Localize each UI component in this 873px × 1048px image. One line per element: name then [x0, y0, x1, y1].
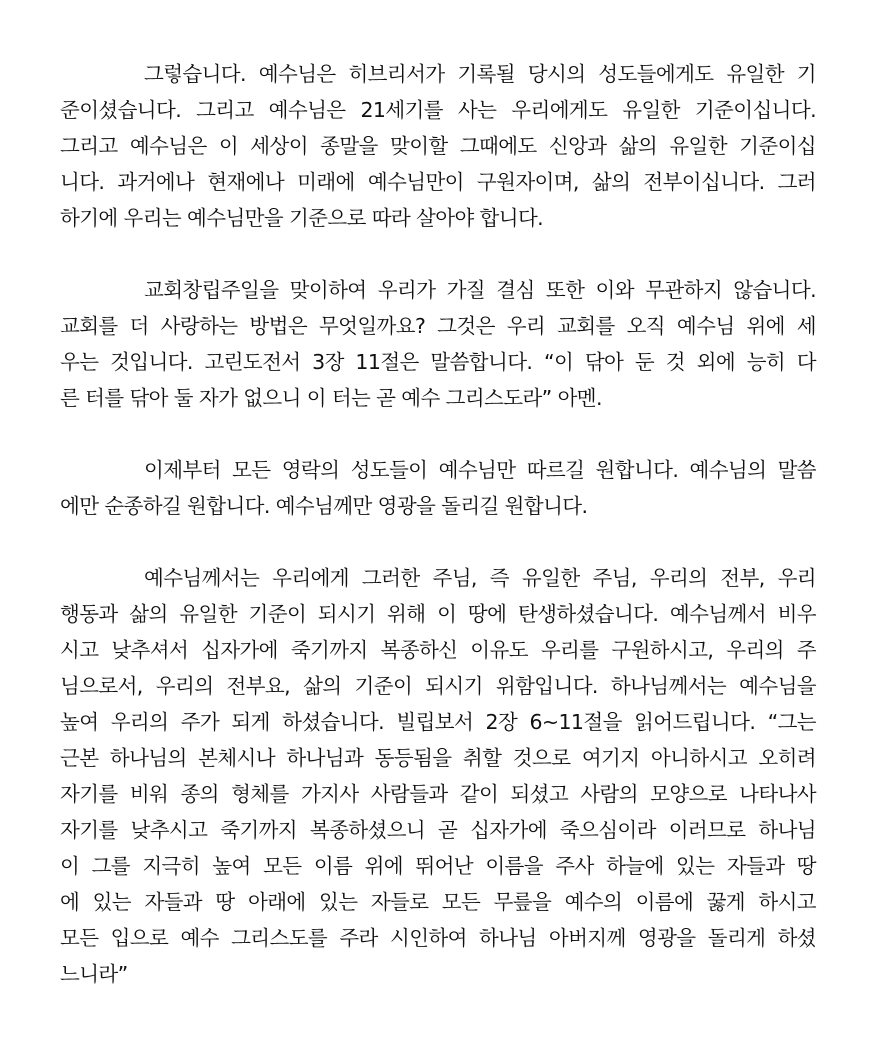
text-line: 이제부터 모든 영락의 성도들이 예수님만 따르길 원합니다. 예수님의 말씀 — [144, 458, 816, 482]
text-line: 그리고 예수님은 이 세상이 종말을 맞이할 그때에도 신앙과 삶의 유일한 기준이십 — [60, 134, 816, 158]
text-line: 교회를 더 사랑하는 방법은 무엇일까요? 그것은 우리 교회를 오직 예수님 위에 세 — [60, 314, 816, 338]
text-line: 근본 하나님의 본체시나 하나님과 동등됨을 취할 것으로 여기지 아니하시고 오히려 — [60, 746, 816, 770]
text-line: 느니라” — [60, 962, 128, 986]
text-line: 예수님께서는 우리에게 그러한 주님, 즉 유일한 주님, 우리의 전부, 우리 — [144, 566, 816, 590]
text-line: 높여 우리의 주가 되게 하셨습니다. 빌립보서 2장 6~11절을 읽어드립니다. “그는 — [60, 710, 816, 734]
text-line: 우는 것입니다. 고린도전서 3장 11절은 말씀합니다. “이 닦아 둔 것 외에 능히 다 — [60, 350, 816, 374]
text-line: 이 그를 지극히 높여 모든 이름 위에 뛰어난 이름을 주사 하늘에 있는 자들과 땅 — [60, 854, 816, 878]
text-line: 시고 낮추셔서 십자가에 죽기까지 복종하신 이유도 우리를 구원하시고, 우리의 주 — [60, 638, 816, 662]
text-line: 그렇습니다. 예수님은 히브리서가 기록될 당시의 성도들에게도 유일한 기 — [144, 62, 816, 86]
text-line: 교회창립주일을 맞이하여 우리가 가질 결심 또한 이와 무관하지 않습니다. — [144, 278, 816, 302]
text-line: 님으로서, 우리의 전부요, 삶의 기준이 되시기 위함입니다. 하나님께서는 예수님을 — [60, 674, 816, 698]
paragraph-4 — [60, 560, 816, 992]
text-line: 니다. 과거에나 현재에나 미래에 예수님만이 구원자이며, 삶의 전부이십니다. 그러 — [60, 170, 816, 194]
text-line: 하기에 우리는 예수님만을 기준으로 따라 살아야 합니다. — [60, 206, 544, 230]
paragraph-2 — [60, 272, 816, 416]
text-line: 자기를 낮추시고 죽기까지 복종하셨으니 곧 십자가에 죽으심이라 이러므로 하나님 — [60, 818, 816, 842]
text-line: 행동과 삶의 유일한 기준이 되시기 위해 이 땅에 탄생하셨습니다. 예수님께서 비우 — [60, 602, 816, 626]
text-line: 에 있는 자들과 땅 아래에 있는 자들로 모든 무릎을 예수의 이름에 꿇게 하시고 — [60, 890, 816, 914]
text-line: 자기를 비워 종의 형체를 가지사 사람들과 같이 되셨고 사람의 모양으로 나타나사 — [60, 782, 816, 806]
paragraph-3 — [60, 452, 816, 524]
text-line: 에만 순종하길 원합니다. 예수님께만 영광을 돌리길 원합니다. — [60, 494, 588, 518]
text-line: 모든 입으로 예수 그리스도를 주라 시인하여 하나님 아버지께 영광을 돌리게 하셨 — [60, 926, 816, 950]
document-body — [60, 56, 816, 1028]
text-line: 른 터를 닦아 둘 자가 없으니 이 터는 곧 예수 그리스도라” 아멘. — [60, 386, 602, 410]
text-line: 준이셨습니다. 그리고 예수님은 21세기를 사는 우리에게도 유일한 기준이십니다. — [60, 98, 816, 122]
paragraph-1 — [60, 56, 816, 236]
